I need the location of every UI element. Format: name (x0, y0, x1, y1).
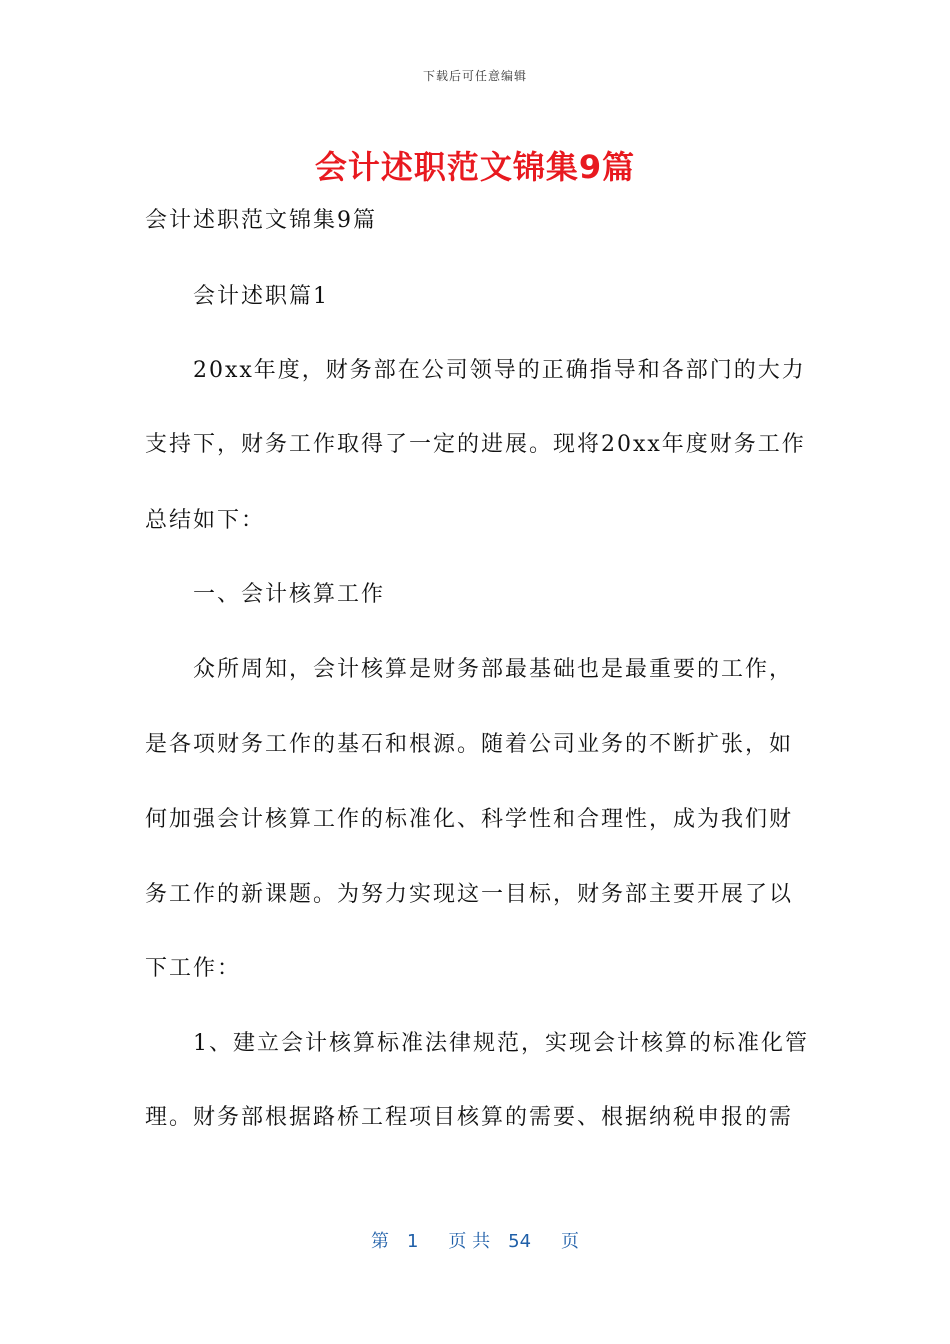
document-title: 会计述职范文锦集9篇 (314, 148, 636, 186)
document-line: 何加强会计核算工作的标准化、科学性和合理性，成为我们财 (145, 807, 794, 832)
header-note: 下载后可任意编辑 (422, 69, 527, 83)
document-line: 1、建立会计核算标准法律规范，实现会计核算的标准化管 (145, 1031, 809, 1056)
document-line: 务工作的新课题。为努力实现这一目标，财务部主要开展了以 (145, 882, 794, 907)
footer-suffix: 页 (561, 1231, 580, 1252)
document-line: 一、会计核算工作 (145, 582, 386, 607)
footer-middle: 页 共 (448, 1231, 491, 1252)
document-line: 支持下，财务工作取得了一定的进展。现将20xx年度财务工作 (145, 432, 806, 457)
document-line: 总结如下： (145, 508, 266, 533)
document-line: 下工作： (145, 956, 242, 981)
footer-total-pages: 54 (508, 1231, 532, 1252)
document-line: 众所周知，会计核算是财务部最基础也是最重要的工作， (145, 657, 794, 682)
footer-prefix: 第 (370, 1231, 389, 1252)
document-line: 会计述职范文锦集9篇 (145, 208, 377, 233)
page-footer (0, 1227, 950, 1253)
document-line: 会计述职篇1 (145, 284, 329, 309)
document-line: 20xx年度，财务部在公司领导的正确指导和各部门的大力 (145, 358, 806, 383)
footer-current-page: 1 (406, 1231, 419, 1252)
document-line: 是各项财务工作的基石和根源。随着公司业务的不断扩张，如 (145, 732, 794, 757)
document-line: 理。财务部根据路桥工程项目核算的需要、根据纳税申报的需 (145, 1105, 794, 1130)
